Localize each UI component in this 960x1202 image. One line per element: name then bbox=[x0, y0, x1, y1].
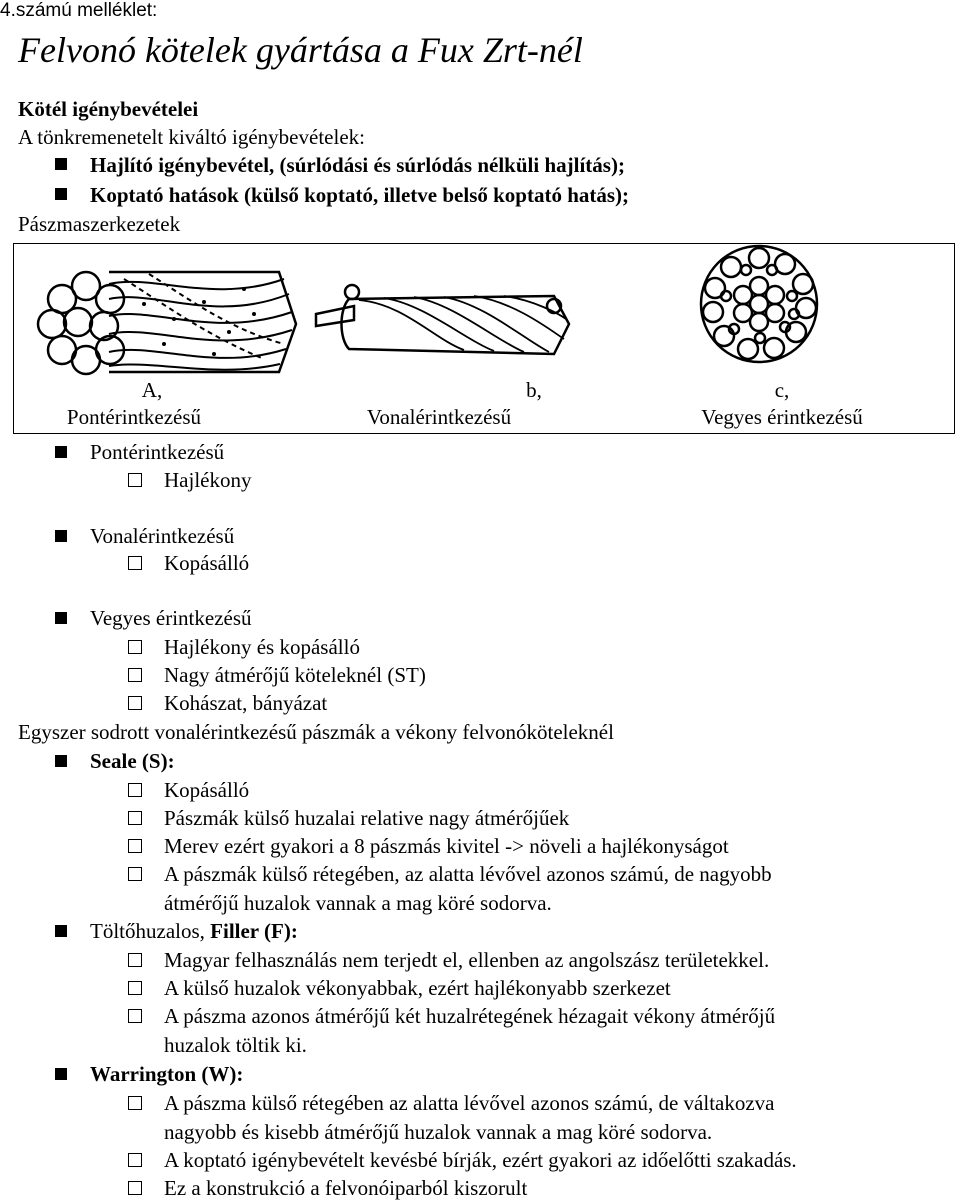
filler-title-prefix: Töltőhuzalos, bbox=[90, 919, 211, 943]
checkbox-icon bbox=[128, 473, 142, 487]
checkbox-icon bbox=[128, 1096, 142, 1110]
intro-text: A tönkremenetelt kiváltó igénybevételek: bbox=[18, 125, 365, 149]
checkbox-icon bbox=[128, 640, 142, 654]
caption-letter: A, bbox=[141, 378, 163, 402]
checkbox-icon bbox=[128, 556, 142, 570]
filler-title bbox=[90, 918, 298, 944]
checkbox-icon bbox=[128, 1009, 142, 1023]
warrington-item: A pászma külső rétegében az alatta lévővel azonos számú, de váltakozva bbox=[164, 1091, 775, 1115]
filler-item-continued: huzalok töltik ki. bbox=[164, 1033, 307, 1057]
line-contact-strand-drawing bbox=[316, 285, 569, 354]
seale-title: Seale (S): bbox=[90, 749, 175, 773]
strand-figure bbox=[13, 243, 955, 434]
filler-item: A pászma azonos átmérőjű két huzalrétegének hézagait vékony átmérőjű bbox=[164, 1004, 776, 1028]
bullet-square bbox=[55, 158, 67, 170]
bullet-square bbox=[55, 446, 67, 458]
filler-item: Magyar felhasználás nem terjedt el, ellenben az angolszász területekkel. bbox=[164, 948, 770, 972]
checkbox-icon bbox=[128, 783, 142, 797]
page-title: Felvonó kötelek gyártása a Fux Zrt-nél bbox=[18, 30, 583, 70]
warrington-item: Ez a konstrukció a felvonóiparból kiszorult bbox=[164, 1176, 528, 1200]
point-contact-strand-drawing bbox=[38, 266, 296, 376]
section2-intro: Egyszer sodrott vonalérintkezésű pászmák a vékony felvonóköteleknél bbox=[18, 720, 614, 744]
type-name: Vegyes érintkezésű bbox=[90, 606, 252, 630]
checkbox-icon bbox=[128, 1153, 142, 1167]
checkbox-icon bbox=[128, 811, 142, 825]
filler-title-bold: Filler (F): bbox=[210, 919, 298, 943]
seale-item: A pászmák külső rétegében, az alatta lévővel azonos számú, de nagyobb bbox=[164, 862, 772, 886]
bullet-text: Koptató hatások (külső koptató, illetve belső koptató hatás); bbox=[90, 183, 630, 207]
type-item: Kopásálló bbox=[164, 551, 250, 575]
bullet-square bbox=[55, 188, 67, 200]
type-item: Nagy átmérőjű köteleknél (ST) bbox=[164, 663, 426, 687]
warrington-item-continued: nagyobb és kisebb átmérőjű huzalok vannak a mag köré sodorva. bbox=[164, 1120, 713, 1144]
seale-item-continued: átmérőjű huzalok vannak a mag köré sodorva. bbox=[164, 891, 552, 915]
seale-item: Kopásálló bbox=[164, 778, 250, 802]
warrington-title: Warrington (W): bbox=[90, 1062, 244, 1086]
caption-letter: b, bbox=[526, 378, 542, 402]
checkbox-icon bbox=[128, 953, 142, 967]
seale-item: Pászmák külső huzalai relative nagy átmérőjűek bbox=[164, 806, 570, 830]
subheading: Pászmaszerkezetek bbox=[18, 212, 181, 236]
bullet-text: Hajlító igénybevétel, (súrlódási és súrlódás nélküli hajlítás); bbox=[90, 153, 625, 177]
bullet-square bbox=[55, 1068, 67, 1080]
warrington-item: A koptató igénybevételt kevésbé bírják, ezért gyakori az időelőtti szakadás. bbox=[164, 1148, 797, 1172]
mixed-contact-cross-section bbox=[701, 246, 817, 362]
checkbox-icon bbox=[128, 696, 142, 710]
checkbox-icon bbox=[128, 839, 142, 853]
checkbox-icon bbox=[128, 981, 142, 995]
bullet-square bbox=[55, 612, 67, 624]
section-heading: Kötél igénybevételei bbox=[18, 97, 199, 121]
type-name: Vonalérintkezésű bbox=[90, 524, 235, 548]
bullet-square bbox=[55, 530, 67, 542]
checkbox-icon bbox=[128, 1181, 142, 1195]
annex-label: 4.számú melléklet: bbox=[0, 0, 158, 21]
type-item: Hajlékony és kopásálló bbox=[164, 635, 360, 659]
checkbox-icon bbox=[128, 668, 142, 682]
type-item: Kohászat, bányázat bbox=[164, 691, 328, 715]
bullet-square bbox=[55, 925, 67, 937]
seale-item: Merev ezért gyakori a 8 pászmás kivitel -> növeli a hajlékonyságot bbox=[164, 834, 729, 858]
filler-item: A külső huzalok vékonyabbak, ezért hajlékonyabb szerkezet bbox=[164, 976, 671, 1000]
checkbox-icon bbox=[128, 867, 142, 881]
caption-label: Pontérintkezésű bbox=[66, 405, 202, 429]
type-name: Pontérintkezésű bbox=[90, 440, 225, 464]
type-item: Hajlékony bbox=[164, 468, 252, 492]
caption-label: Vonalérintkezésű bbox=[366, 405, 512, 429]
bullet-square bbox=[55, 755, 67, 767]
caption-letter: c, bbox=[774, 378, 790, 402]
caption-label: Vegyes érintkezésű bbox=[701, 405, 863, 429]
